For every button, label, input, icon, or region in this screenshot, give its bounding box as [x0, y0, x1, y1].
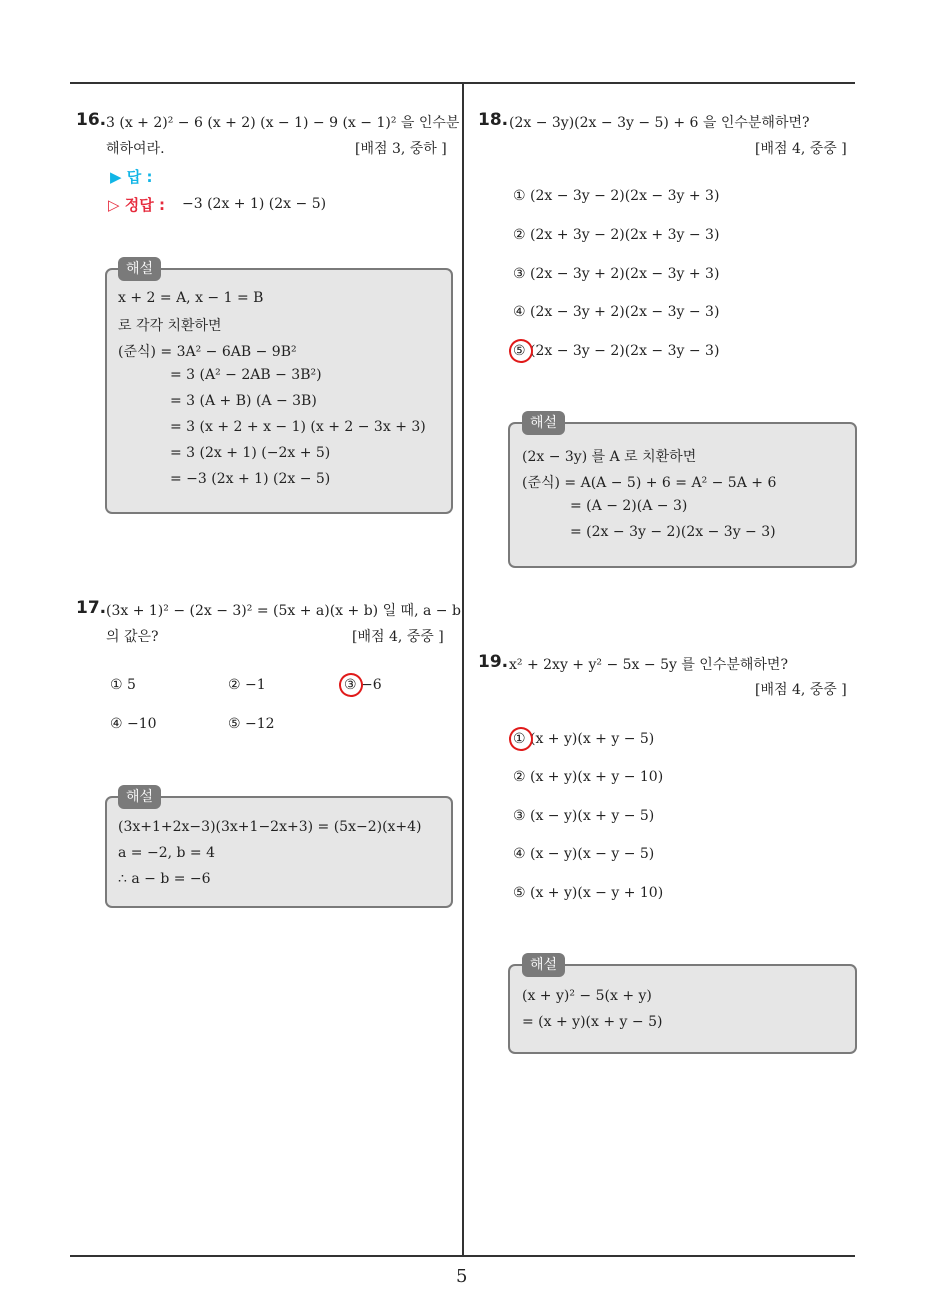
solution-line: 로 각각 치환하면 [118, 318, 222, 334]
bottom-rule [70, 1255, 855, 1257]
solution-line: = (A − 2)(A − 3) [570, 498, 688, 514]
question-number: 16. [76, 110, 107, 130]
question-text-line1: 3 (x + 2)² − 6 (x + 2) (x − 1) − 9 (x − 1)² 을 인수분 [106, 115, 460, 131]
correct-answer-value: −3 (2x + 1) (2x − 5) [182, 196, 327, 212]
selected-answer-circle [506, 724, 535, 753]
solution-line: = 3 (A² − 2AB − 3B²) [170, 367, 322, 383]
score-label: [배점 4, 중중 ] [755, 141, 847, 157]
solution-tag: 해설 [118, 785, 161, 809]
choice-2[interactable]: ② −1 [228, 677, 266, 693]
score-label: [배점 4, 중중 ] [352, 629, 444, 645]
choice-4[interactable]: ④ −10 [110, 716, 157, 732]
question-text-line2: 해하여라. [106, 141, 165, 157]
solution-line: ∴ a − b = −6 [118, 871, 211, 887]
solution-line: = 3 (2x + 1) (−2x + 5) [170, 445, 331, 461]
selected-answer-circle [336, 670, 365, 699]
question-text-line2: 의 값은? [106, 629, 159, 645]
score-label: [배점 4, 중중 ] [755, 682, 847, 698]
question-number: 17. [76, 598, 107, 618]
solution-line: = (2x − 3y − 2)(2x − 3y − 3) [570, 524, 776, 540]
score-label: [배점 3, 중하 ] [355, 141, 447, 157]
choice-4[interactable]: ④ (x − y)(x − y − 5) [513, 846, 655, 862]
question-text-line1: (3x + 1)² − (2x − 3)² = (5x + a)(x + b) 일 때, a − b [106, 603, 461, 619]
page-number: 5 [456, 1266, 468, 1287]
solution-box [508, 422, 857, 568]
solution-line: = −3 (2x + 1) (2x − 5) [170, 471, 331, 487]
question-number: 19. [478, 652, 509, 672]
column-divider [462, 84, 464, 1256]
choice-4[interactable]: ④ (2x − 3y + 2)(2x − 3y − 3) [513, 304, 720, 320]
solution-line: (준식) = A(A − 5) + 6 = A² − 5A + 6 [522, 475, 777, 491]
choice-5[interactable]: ⑤ (2x − 3y − 2)(2x − 3y − 3) [513, 343, 720, 359]
solution-tag: 해설 [118, 257, 161, 281]
choice-1[interactable]: ① (x + y)(x + y − 5) [513, 731, 655, 747]
solution-line: = (x + y)(x + y − 5) [522, 1014, 663, 1030]
question-text-line1: x² + 2xy + y² − 5x − 5y 를 인수분해하면? [509, 657, 788, 673]
choice-3[interactable]: ③ (x − y)(x + y − 5) [513, 808, 655, 824]
selected-answer-circle [506, 336, 535, 365]
solution-tag: 해설 [522, 411, 565, 435]
correct-answer-label: ▷ 정답 : [108, 196, 165, 214]
question-text-line1: (2x − 3y)(2x − 3y − 5) + 6 을 인수분해하면? [509, 115, 810, 131]
solution-line: = 3 (A + B) (A − 3B) [170, 393, 317, 409]
answer-label: ▶ 답 : [110, 168, 153, 186]
choice-2[interactable]: ② (2x + 3y − 2)(2x + 3y − 3) [513, 227, 720, 243]
choice-3[interactable]: ③ (2x − 3y + 2)(2x − 3y + 3) [513, 266, 720, 282]
solution-line: x + 2 = A, x − 1 = B [118, 290, 264, 306]
solution-line: (x + y)² − 5(x + y) [522, 988, 652, 1004]
solution-line: = 3 (x + 2 + x − 1) (x + 2 − 3x + 3) [170, 419, 426, 435]
solution-tag: 해설 [522, 953, 565, 977]
solution-line: (2x − 3y) 를 A 로 치환하면 [522, 449, 697, 465]
choice-5[interactable]: ⑤ (x + y)(x − y + 10) [513, 885, 664, 901]
solution-line: (3x+1+2x−3)(3x+1−2x+3) = (5x−2)(x+4) [118, 819, 422, 835]
choice-1[interactable]: ① 5 [110, 677, 136, 693]
question-number: 18. [478, 110, 509, 130]
choice-2[interactable]: ② (x + y)(x + y − 10) [513, 769, 664, 785]
choice-3[interactable]: ③ −6 [344, 677, 382, 693]
choice-5[interactable]: ⑤ −12 [228, 716, 275, 732]
choice-1[interactable]: ① (2x − 3y − 2)(2x − 3y + 3) [513, 188, 720, 204]
solution-line: (준식) = 3A² − 6AB − 9B² [118, 344, 297, 360]
solution-box [508, 964, 857, 1054]
solution-line: a = −2, b = 4 [118, 845, 216, 861]
